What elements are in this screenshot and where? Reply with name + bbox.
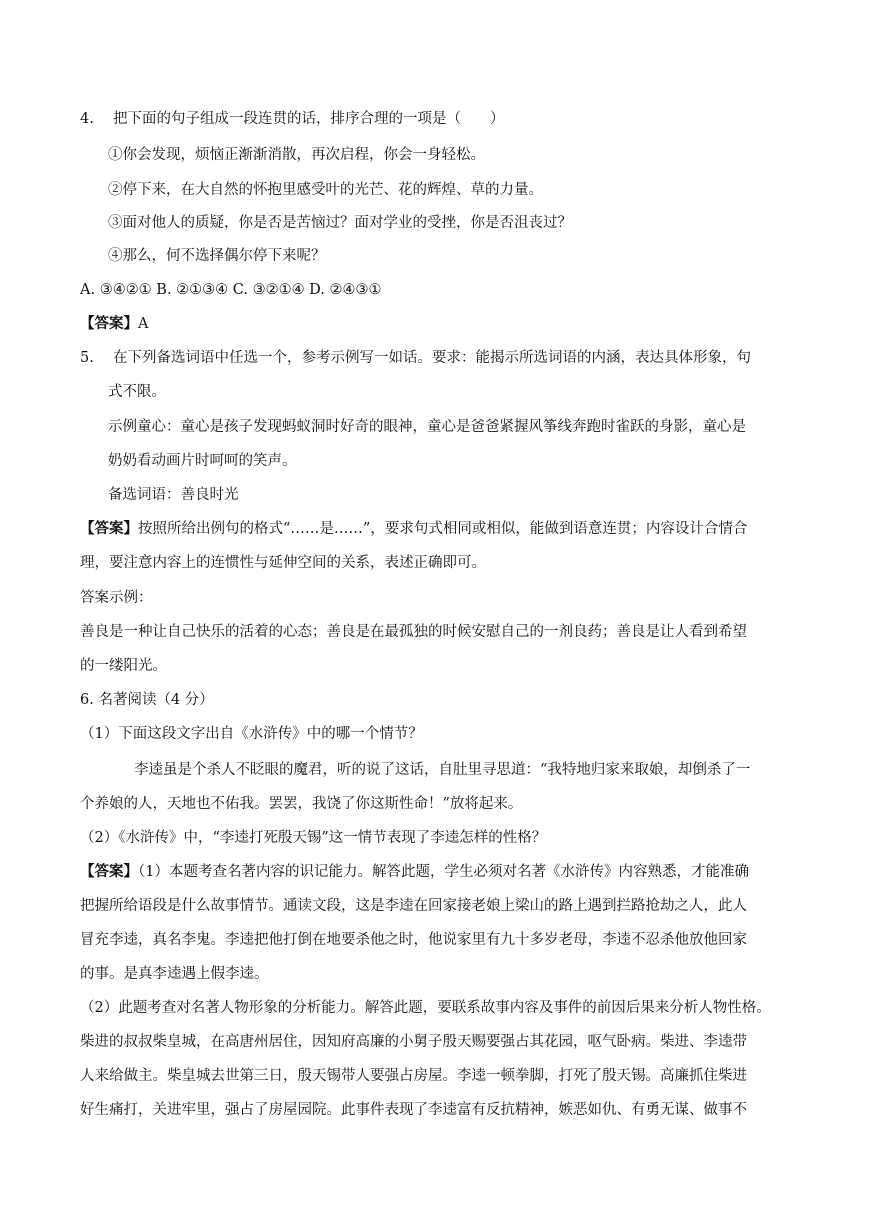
q5-answer-line-2: 理，要注意内容上的连惯性与延伸空间的关系，表述正确即可。 [80,555,486,571]
q5-sample-line-2: 的一缕阳光。 [80,658,167,674]
q5-example-line-1: 示例童心：童心是孩子发现蚂蚁洞时好奇的眼神，童心是爸爸紧握风筝线奔跑时雀跃的身影，童心是 [108,419,746,435]
q6-sub-question-2: （2）《水浒传》中，“李逵打死殷天锡”这一情节表现了李逵怎样的性格？ [80,830,547,846]
q6-quote-line-1: 李逵虽是个杀人不眨眼的魔君，听的说了这话，自肚里寻思道：“我特地归家来取娘，却倒杀了一 [134,762,751,778]
q5-sample-line-1: 善良是一种让自己快乐的活着的心态；善良是在最孤独的时候安慰自己的一剂良药；善良是让人看到希望 [80,624,747,640]
q5-stem-line-2: 式不限。 [108,384,166,400]
q4-answer-tag: 【答案】 [80,315,138,332]
q6-sub-question-1: （1）下面这段文字出自《水浒传》中的哪一个情节？ [80,726,423,742]
q6-answer-line-4: 的事。是真李逵遇上假李逵。 [80,966,269,982]
q5-sample-label: 答案示例： [80,590,153,606]
q4-options: A. ③④②① B. ②①③④ C. ③②①④ D. ②④③① [80,282,382,298]
q6-answer-line-3: 冒充李逵，真名李鬼。李逵把他打倒在地要杀他之时，他说家里有九十多岁老母，李逵不忍杀他放他回家 [80,932,747,948]
q4-sentence-4: ④那么，何不选择偶尔停下来呢？ [108,248,326,264]
q4-sentence-3: ③面对他人的质疑，你是否是苦恼过？面对学业的受挫，你是否沮丧过？ [108,215,572,231]
q6-answer-tag: 【答案】 [80,863,138,880]
q6-answer-line-2: 把握所给语段是什么故事情节。通读文段，这是李逵在回家接老娘上梁山的路上遇到拦路抢劫之人，此人 [80,898,747,914]
q6-answer-line-1 [80,862,749,882]
q6-answer2-line-2: 柴进的叔叔柴皇城，在高唐州居住，因知府高廉的小舅子殷天赐要强占其花园，呕气卧病。柴进、李逵带 [80,1034,747,1050]
q4-answer [80,314,148,334]
q4-answer-value: A [138,316,149,332]
q4-sentence-1: ①你会发现，烦恼正渐渐消散，再次启程，你会一身轻松。 [108,147,485,163]
q4-sentence-2: ②停下来，在大自然的怀抱里感受叶的光芒、花的辉煌、草的力量。 [108,182,543,198]
q6-answer2-line-4: 好生痛打，关进牢里，强占了房屋园院。此事件表现了李逵富有反抗精神，嫉恶如仇、有勇无谋、做事不 [80,1102,747,1118]
q5-options: 备选词语：善良时光 [108,487,239,503]
q6-answer-text-1: （1）本题考查名著内容的识记能力。解答此题，学生必须对名著《水浒传》内容熟悉，才能准确 [138,864,749,880]
q5-stem-line-1: 5. 在下列备选词语中任选一个，参考示例写一如话。要求：能揭示所选词语的内涵，表达具体形象，句 [80,350,751,366]
q6-title: 6. 名著阅读（4 分） [80,692,214,708]
q5-answer-tag: 【答案】 [80,520,138,537]
q5-answer-text-1: 按照所给出例句的格式“……是……”，要求句式相同或相似，能做到语意连贯；内容设计合情合 [138,521,748,537]
q5-answer-line-1 [80,519,747,539]
q6-answer2-line-3: 人来给做主。柴皇城去世第三日，殷天锡带人要强占房屋。李逵一顿拳脚，打死了殷天锡。高廉抓住柴进 [80,1068,747,1084]
q6-answer2-line-1: （2）此题考查对名著人物形象的分析能力。解答此题，要联系故事内容及事件的前因后果来分析人物性格。 [80,1000,771,1016]
q6-quote-line-2: 个养娘的人，天地也不佑我。罢罢，我饶了你这斯性命！”放将起来。 [80,796,523,812]
q5-example-line-2: 奶奶看动画片时呵呵的笑声。 [108,453,297,469]
q4-stem: 4. 把下面的句子组成一段连贯的话，排序合理的一项是（ ） [80,111,505,127]
